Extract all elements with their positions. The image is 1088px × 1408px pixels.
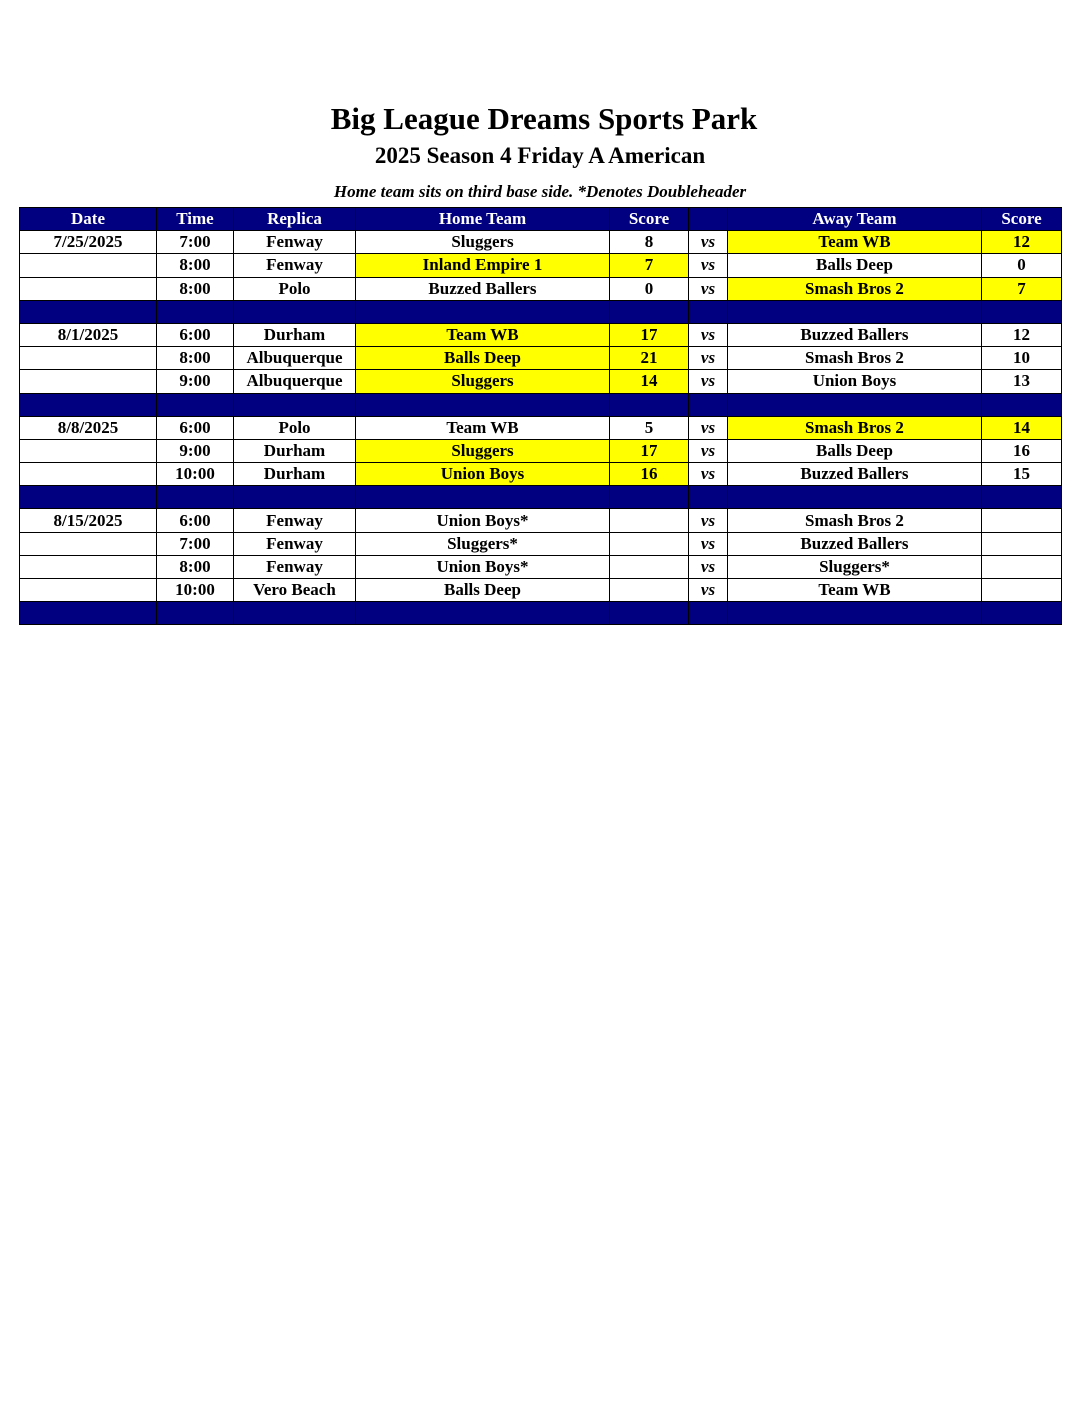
game-replica: Polo bbox=[234, 277, 356, 300]
week-separator-row bbox=[20, 486, 1062, 509]
separator-cell bbox=[689, 602, 728, 625]
home-team: Sluggers bbox=[356, 439, 610, 462]
game-row bbox=[20, 509, 1062, 532]
week-separator-row bbox=[20, 602, 1062, 625]
separator-cell bbox=[728, 393, 982, 416]
away-score: 14 bbox=[982, 416, 1062, 439]
schedule-body bbox=[20, 231, 1062, 625]
home-score bbox=[610, 532, 689, 555]
game-row bbox=[20, 323, 1062, 346]
game-time: 6:00 bbox=[157, 323, 234, 346]
game-row bbox=[20, 532, 1062, 555]
page-title: Big League Dreams Sports Park bbox=[330, 101, 758, 136]
game-time: 8:00 bbox=[157, 277, 234, 300]
away-team: Buzzed Ballers bbox=[728, 532, 982, 555]
game-replica: Albuquerque bbox=[234, 347, 356, 370]
vs-label: vs bbox=[689, 231, 728, 254]
game-time: 9:00 bbox=[157, 370, 234, 393]
vs-label: vs bbox=[689, 555, 728, 578]
game-row bbox=[20, 555, 1062, 578]
game-replica: Polo bbox=[234, 416, 356, 439]
home-score bbox=[610, 555, 689, 578]
week-separator-row bbox=[20, 300, 1062, 323]
game-row bbox=[20, 370, 1062, 393]
separator-cell bbox=[20, 486, 157, 509]
game-time: 7:00 bbox=[157, 532, 234, 555]
separator-cell bbox=[982, 602, 1062, 625]
separator-cell bbox=[610, 486, 689, 509]
separator-cell bbox=[20, 300, 157, 323]
col-header-away-team: Away Team bbox=[728, 208, 982, 231]
home-team: Team WB bbox=[356, 323, 610, 346]
game-date bbox=[20, 439, 157, 462]
game-row bbox=[20, 277, 1062, 300]
home-team: Inland Empire 1 bbox=[356, 254, 610, 277]
separator-cell bbox=[20, 393, 157, 416]
game-date: 7/25/2025 bbox=[20, 231, 157, 254]
separator-cell bbox=[982, 486, 1062, 509]
separator-cell bbox=[982, 393, 1062, 416]
away-score bbox=[982, 555, 1062, 578]
away-score: 12 bbox=[982, 231, 1062, 254]
home-team: Sluggers bbox=[356, 231, 610, 254]
home-score bbox=[610, 579, 689, 602]
separator-cell bbox=[157, 300, 234, 323]
game-row bbox=[20, 231, 1062, 254]
away-score: 7 bbox=[982, 277, 1062, 300]
game-replica: Fenway bbox=[234, 532, 356, 555]
game-date bbox=[20, 254, 157, 277]
separator-cell bbox=[728, 300, 982, 323]
separator-cell bbox=[689, 486, 728, 509]
away-team: Smash Bros 2 bbox=[728, 509, 982, 532]
home-score: 21 bbox=[610, 347, 689, 370]
home-score: 14 bbox=[610, 370, 689, 393]
separator-cell bbox=[157, 393, 234, 416]
separator-cell bbox=[610, 602, 689, 625]
separator-cell bbox=[234, 393, 356, 416]
home-score: 0 bbox=[610, 277, 689, 300]
game-date: 8/15/2025 bbox=[20, 509, 157, 532]
week-separator-row bbox=[20, 393, 1062, 416]
game-row bbox=[20, 347, 1062, 370]
separator-cell bbox=[157, 486, 234, 509]
vs-label: vs bbox=[689, 254, 728, 277]
game-time: 7:00 bbox=[157, 231, 234, 254]
col-header-home-score: Score bbox=[610, 208, 689, 231]
away-team: Team WB bbox=[728, 231, 982, 254]
vs-label: vs bbox=[689, 323, 728, 346]
home-score: 7 bbox=[610, 254, 689, 277]
game-row bbox=[20, 579, 1062, 602]
game-time: 10:00 bbox=[157, 463, 234, 486]
away-team: Balls Deep bbox=[728, 254, 982, 277]
game-date bbox=[20, 463, 157, 486]
vs-label: vs bbox=[689, 416, 728, 439]
game-time: 8:00 bbox=[157, 347, 234, 370]
game-replica: Fenway bbox=[234, 254, 356, 277]
vs-label: vs bbox=[689, 532, 728, 555]
game-replica: Vero Beach bbox=[234, 579, 356, 602]
home-score bbox=[610, 509, 689, 532]
col-header-home-team: Home Team bbox=[356, 208, 610, 231]
away-team: Smash Bros 2 bbox=[728, 347, 982, 370]
game-row bbox=[20, 254, 1062, 277]
game-row bbox=[20, 416, 1062, 439]
away-score bbox=[982, 532, 1062, 555]
away-team: Buzzed Ballers bbox=[728, 463, 982, 486]
home-team: Balls Deep bbox=[356, 579, 610, 602]
home-team: Union Boys* bbox=[356, 555, 610, 578]
vs-label: vs bbox=[689, 347, 728, 370]
away-score bbox=[982, 509, 1062, 532]
away-score: 10 bbox=[982, 347, 1062, 370]
home-team: Sluggers bbox=[356, 370, 610, 393]
schedule-note: Home team sits on third base side. *Denotes Doubleheader bbox=[333, 182, 747, 201]
vs-label: vs bbox=[689, 463, 728, 486]
game-time: 6:00 bbox=[157, 416, 234, 439]
game-replica: Fenway bbox=[234, 231, 356, 254]
separator-cell bbox=[20, 602, 157, 625]
home-score: 16 bbox=[610, 463, 689, 486]
game-replica: Durham bbox=[234, 439, 356, 462]
separator-cell bbox=[234, 486, 356, 509]
game-replica: Fenway bbox=[234, 509, 356, 532]
game-row bbox=[20, 439, 1062, 462]
game-date bbox=[20, 277, 157, 300]
vs-label: vs bbox=[689, 579, 728, 602]
game-date: 8/1/2025 bbox=[20, 323, 157, 346]
page-subtitle: 2025 Season 4 Friday A American bbox=[374, 143, 706, 168]
away-team: Team WB bbox=[728, 579, 982, 602]
separator-cell bbox=[728, 602, 982, 625]
vs-label: vs bbox=[689, 277, 728, 300]
separator-cell bbox=[356, 486, 610, 509]
away-score: 15 bbox=[982, 463, 1062, 486]
header-row bbox=[20, 208, 1062, 231]
col-header-time: Time bbox=[157, 208, 234, 231]
home-team: Union Boys bbox=[356, 463, 610, 486]
separator-cell bbox=[610, 393, 689, 416]
away-team: Union Boys bbox=[728, 370, 982, 393]
away-team: Balls Deep bbox=[728, 439, 982, 462]
game-date bbox=[20, 579, 157, 602]
game-time: 8:00 bbox=[157, 555, 234, 578]
game-replica: Durham bbox=[234, 323, 356, 346]
separator-cell bbox=[982, 300, 1062, 323]
game-date bbox=[20, 532, 157, 555]
vs-label: vs bbox=[689, 439, 728, 462]
away-team: Smash Bros 2 bbox=[728, 277, 982, 300]
game-time: 6:00 bbox=[157, 509, 234, 532]
col-header-vs bbox=[689, 208, 728, 231]
game-replica: Albuquerque bbox=[234, 370, 356, 393]
col-header-replica: Replica bbox=[234, 208, 356, 231]
game-time: 8:00 bbox=[157, 254, 234, 277]
away-team: Buzzed Ballers bbox=[728, 323, 982, 346]
col-header-away-score: Score bbox=[982, 208, 1062, 231]
home-team: Team WB bbox=[356, 416, 610, 439]
home-team: Union Boys* bbox=[356, 509, 610, 532]
home-score: 5 bbox=[610, 416, 689, 439]
col-header-date: Date bbox=[20, 208, 157, 231]
away-score bbox=[982, 579, 1062, 602]
separator-cell bbox=[356, 602, 610, 625]
separator-cell bbox=[356, 393, 610, 416]
away-score: 13 bbox=[982, 370, 1062, 393]
home-score: 17 bbox=[610, 323, 689, 346]
away-score: 12 bbox=[982, 323, 1062, 346]
separator-cell bbox=[689, 300, 728, 323]
game-time: 10:00 bbox=[157, 579, 234, 602]
home-score: 8 bbox=[610, 231, 689, 254]
away-team: Smash Bros 2 bbox=[728, 416, 982, 439]
home-score: 17 bbox=[610, 439, 689, 462]
game-row bbox=[20, 463, 1062, 486]
vs-label: vs bbox=[689, 509, 728, 532]
separator-cell bbox=[356, 300, 610, 323]
separator-cell bbox=[728, 486, 982, 509]
separator-cell bbox=[234, 300, 356, 323]
home-team: Balls Deep bbox=[356, 347, 610, 370]
game-time: 9:00 bbox=[157, 439, 234, 462]
separator-cell bbox=[157, 602, 234, 625]
game-date: 8/8/2025 bbox=[20, 416, 157, 439]
vs-label: vs bbox=[689, 370, 728, 393]
game-replica: Durham bbox=[234, 463, 356, 486]
separator-cell bbox=[610, 300, 689, 323]
game-date bbox=[20, 555, 157, 578]
game-replica: Fenway bbox=[234, 555, 356, 578]
game-date bbox=[20, 347, 157, 370]
away-score: 0 bbox=[982, 254, 1062, 277]
away-score: 16 bbox=[982, 439, 1062, 462]
separator-cell bbox=[234, 602, 356, 625]
separator-cell bbox=[689, 393, 728, 416]
home-team: Buzzed Ballers bbox=[356, 277, 610, 300]
game-date bbox=[20, 370, 157, 393]
schedule-table bbox=[19, 207, 1062, 625]
home-team: Sluggers* bbox=[356, 532, 610, 555]
away-team: Sluggers* bbox=[728, 555, 982, 578]
